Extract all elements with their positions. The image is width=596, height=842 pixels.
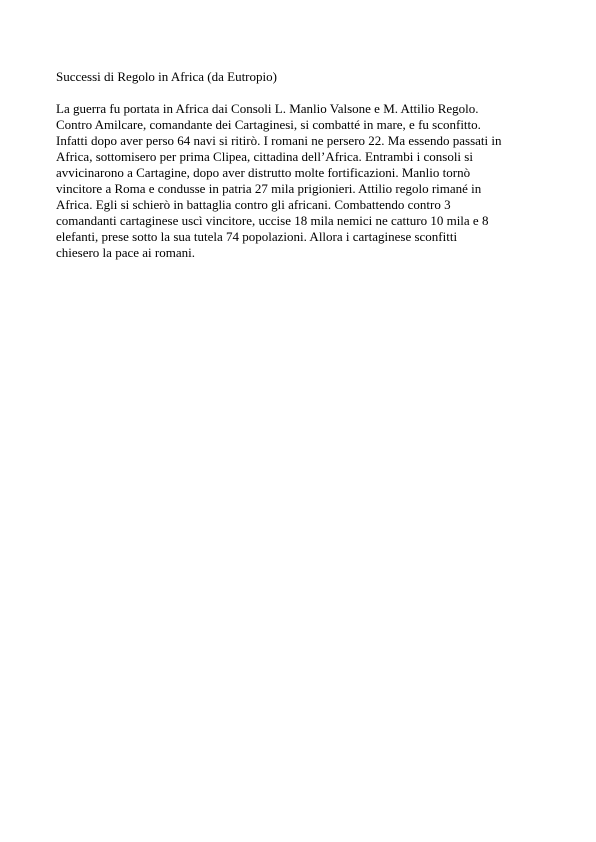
paragraph-line: comandanti cartaginese uscì vincitore, uccise 18 mila nemici ne catturo 10 mila e 8 <box>56 213 489 228</box>
document-title: Successi di Regolo in Africa (da Eutropio) <box>56 69 277 84</box>
paragraph-line: Contro Amilcare, comandante dei Cartaginesi, si combatté in mare, e fu sconfitto. <box>56 117 481 132</box>
paragraph-line: vincitore a Roma e condusse in patria 27 mila prigionieri. Attilio regolo rimané in <box>56 181 482 196</box>
paragraph-line: avvicinarono a Cartagine, dopo aver distrutto molte fortificazioni. Manlio tornò <box>56 165 471 180</box>
paragraph-line: elefanti, prese sotto la sua tutela 74 popolazioni. Allora i cartaginese sconfitti <box>56 229 458 244</box>
paragraph-line: Infatti dopo aver perso 64 navi si ritirò. I romani ne persero 22. Ma essendo passati in <box>56 133 502 148</box>
paragraph-line: La guerra fu portata in Africa dai Consoli L. Manlio Valsone e M. Attilio Regolo. <box>56 101 479 116</box>
document-paragraph <box>56 101 546 261</box>
document-body <box>56 69 546 261</box>
paragraph-line: chiesero la pace ai romani. <box>56 245 195 260</box>
paragraph-line: Africa. Egli si schierò in battaglia contro gli africani. Combattendo contro 3 <box>56 197 451 212</box>
paragraph-line: Africa, sottomisero per prima Clipea, cittadina dell’Africa. Entrambi i consoli si <box>56 149 473 164</box>
